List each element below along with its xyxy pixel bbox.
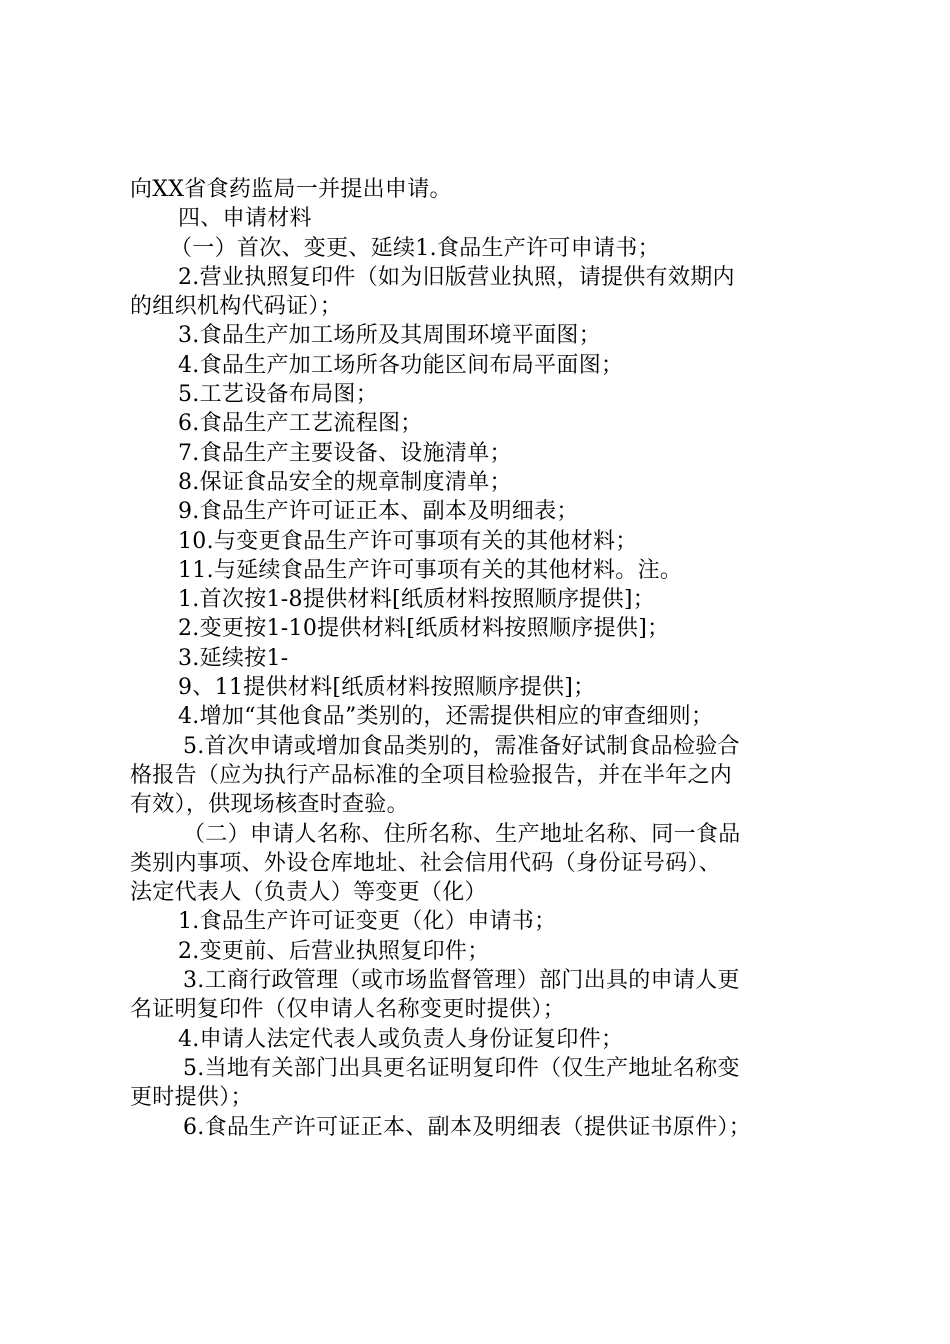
text-line: 名证明复印件（仅申请人名称变更时提供）； bbox=[130, 997, 566, 1023]
text-line: 1.食品生产许可证变更（化）申请书； bbox=[178, 909, 557, 935]
text-line: 3.食品生产加工场所及其周围环境平面图； bbox=[178, 323, 601, 349]
text-line: 5.工艺设备布局图； bbox=[178, 382, 378, 408]
text-line: 4.食品生产加工场所各功能区间布局平面图； bbox=[178, 352, 624, 378]
text-line: 3.工商行政管理（或市场监督管理）部门出具的申请人更 bbox=[183, 968, 740, 994]
text-line: 5.首次申请或增加食品类别的，需准备好试制食品检验合 bbox=[183, 733, 740, 759]
document-body bbox=[130, 175, 830, 1142]
subsection-heading: （一）首次、变更、延续1.食品生产许可申请书； bbox=[170, 235, 660, 261]
subsection-heading: （二）申请人名称、住所名称、生产地址名称、同一食品 bbox=[183, 821, 741, 847]
text-line: 9.食品生产许可证正本、副本及明细表； bbox=[178, 499, 579, 525]
text-line: 2.变更前、后营业执照复印件； bbox=[178, 938, 490, 964]
text-line: 2.营业执照复印件（如为旧版营业执照，请提供有效期内 bbox=[178, 264, 735, 290]
text-line: 更时提供）； bbox=[130, 1085, 253, 1111]
text-line: 9、11提供材料[纸质材料按照顺序提供]； bbox=[178, 675, 596, 701]
text-line: 6.食品生产工艺流程图； bbox=[178, 411, 423, 437]
text-line: 类别内事项、外设仓库地址、社会信用代码（身份证号码）、 bbox=[130, 850, 722, 876]
text-line: 8.保证食品安全的规章制度清单； bbox=[178, 469, 512, 495]
text-line: 格报告（应为执行产品标准的全项目检验报告，并在半年之内 bbox=[130, 762, 733, 788]
text-line: 2.变更按1-10提供材料[纸质材料按照顺序提供]； bbox=[178, 616, 670, 642]
text-line: 5.当地有关部门出具更名证明复印件（仅生产地址名称变 bbox=[183, 1055, 740, 1081]
text-line: 的组织机构代码证）； bbox=[130, 294, 343, 320]
text-line: 7.食品生产主要设备、设施清单； bbox=[178, 440, 512, 466]
text-line: 4.增加“其他食品”类别的，还需提供相应的审查细则； bbox=[178, 704, 714, 730]
text-line: 10.与变更食品生产许可事项有关的其他材料； bbox=[178, 528, 638, 554]
section-heading: 四、申请材料 bbox=[178, 206, 312, 232]
text-line: 11.与延续食品生产许可事项有关的其他材料。注。 bbox=[178, 557, 683, 583]
text-line: 1.首次按1-8提供材料[纸质材料按照顺序提供]； bbox=[178, 587, 656, 613]
text-line: 法定代表人（负责人）等变更（化） bbox=[130, 880, 487, 906]
text-line: 有效），供现场核查时查验。 bbox=[130, 792, 409, 818]
text-line: 3.延续按1- bbox=[178, 645, 289, 671]
text-line: 6.食品生产许可证正本、副本及明细表（提供证书原件）； bbox=[183, 1114, 752, 1140]
text-line: 向XX省食药监局一并提出申请。 bbox=[130, 177, 452, 202]
text-line: 4.申请人法定代表人或负责人身份证复印件； bbox=[178, 1026, 624, 1052]
